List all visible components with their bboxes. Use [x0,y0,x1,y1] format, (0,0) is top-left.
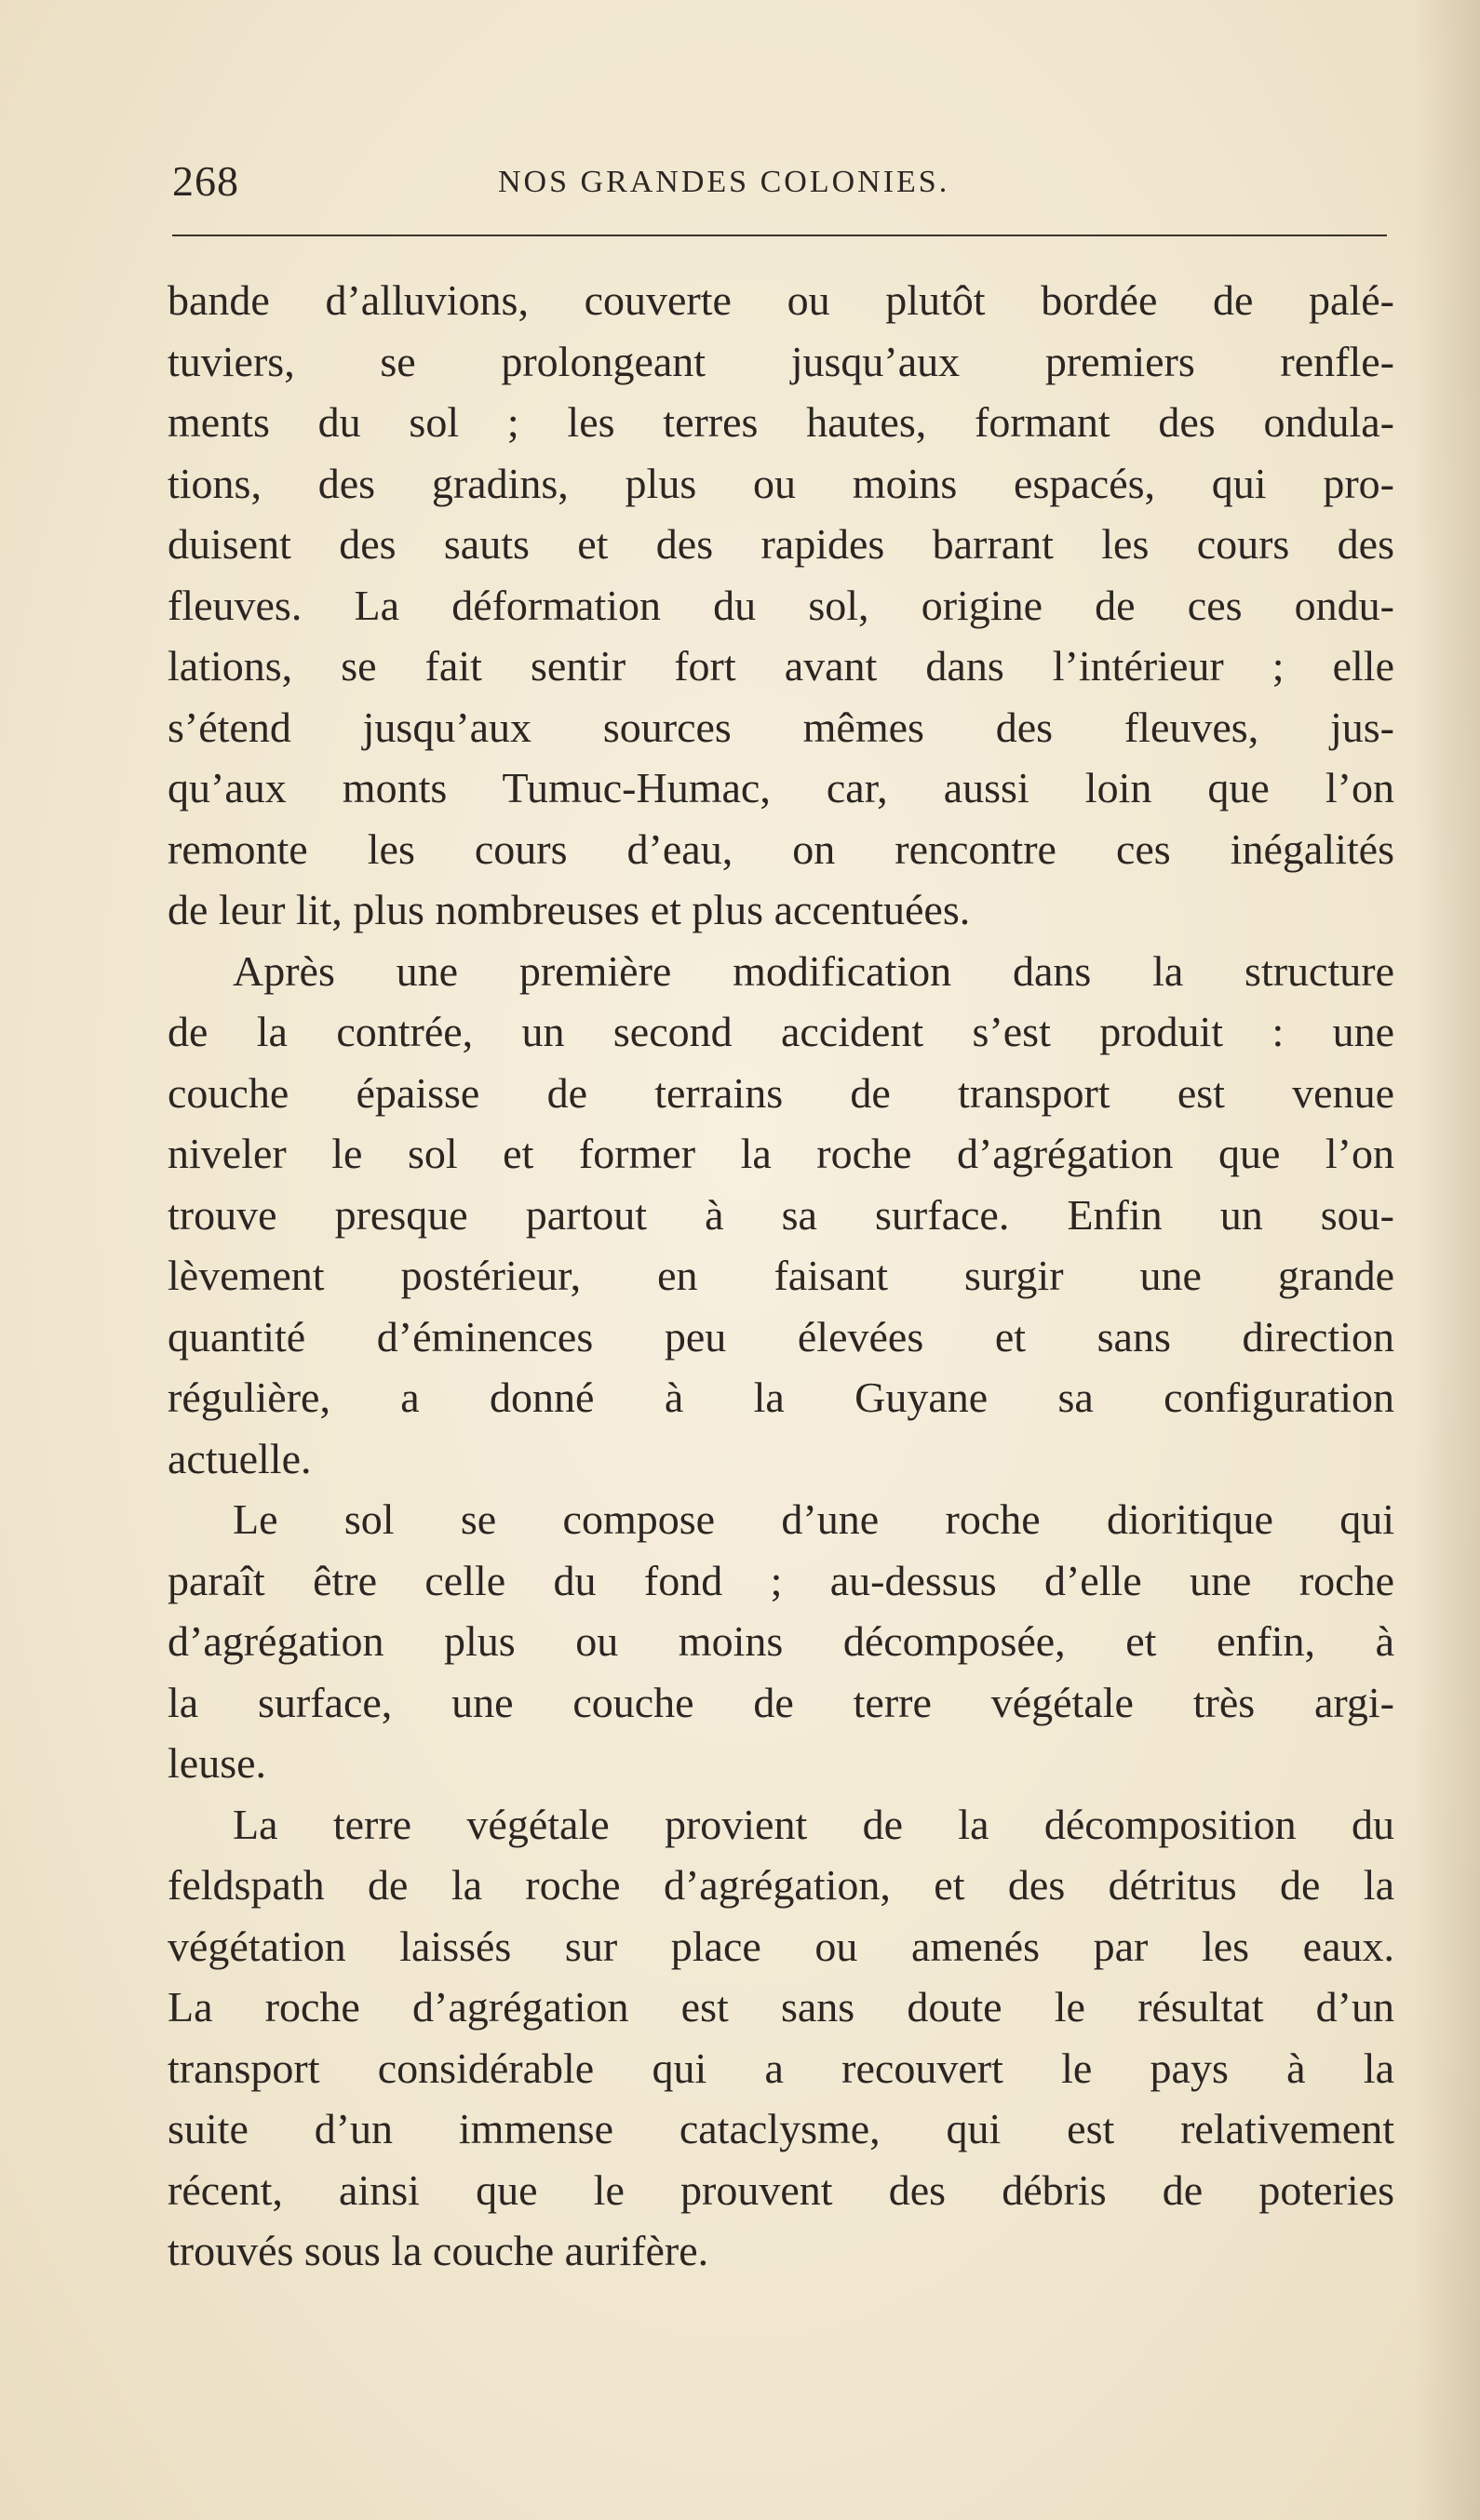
page-header [172,154,1387,219]
text-line: couche épaisse de terrains de transport est venue [168,1068,1394,1117]
text-line: La roche d’agrégation est sans doute le résultat d’un [168,1983,1394,2031]
text-line: tions, des gradins, plus ou moins espacés, qui pro- [168,459,1394,507]
text-line: végétation laissés sur place ou amenés par les eaux. [168,1922,1394,1970]
text-line: tuviers, se prolongeant jusqu’aux premiers renfle- [168,337,1394,385]
paragraph [168,1794,1394,2282]
body-text [168,270,1394,2282]
running-title: NOS GRANDES COLONIES. [498,165,950,199]
paragraph [168,941,1394,1490]
text-line: remonte les cours d’eau, on rencontre ces inégalités [168,824,1394,873]
text-line: lations, se fait sentir fort avant dans l’intérieur ; elle [168,642,1394,690]
text-line: s’étend jusqu’aux sources mêmes des fleuves, jus- [168,703,1394,751]
page-edge-shadow [1415,0,1480,2520]
text-line: niveler le sol et former la roche d’agrégation que l’on [168,1130,1394,1177]
text-line: de la contrée, un second accident s’est produit : une [168,1008,1394,1055]
text-line: régulière, a donné à la Guyane sa configuration [168,1374,1394,1421]
text-line: actuelle. [168,1434,312,1482]
text-line: fleuves. La déformation du sol, origine de ces ondu- [168,581,1394,629]
text-line: leuse. [168,1739,267,1787]
text-line: trouvés sous la couche aurifère. [168,2227,709,2274]
text-line: de leur lit, plus nombreuses et plus accentuées. [168,886,971,933]
text-line: La terre végétale provient de la décomposition du [233,1800,1394,1848]
text-line: récent, ainsi que le prouvent des débris de poteries [168,2165,1394,2214]
text-line: feldspath de la roche d’agrégation, et des détritus de la [168,1861,1394,1909]
text-line: suite d’un immense cataclysme, qui est relativement [168,2105,1394,2152]
text-line: transport considérable qui a recouvert le pays à la [168,2044,1394,2092]
text-line: quantité d’éminences peu élevées et sans direction [168,1312,1394,1361]
text-line: bande d’alluvions, couverte ou plutôt bordée de palé- [168,276,1394,324]
text-line: trouve presque partout à sa surface. Enfin un sou- [168,1190,1394,1239]
text-line: paraît être celle du fond ; au-dessus d’elle une roche [168,1556,1394,1604]
text-line: la surface, une couche de terre végétale très argi- [168,1678,1394,1726]
text-line: Après une première modification dans la structure [233,946,1394,995]
text-line: d’agrégation plus ou moins décomposée, et enfin, à [168,1617,1394,1665]
header-rule [172,235,1387,236]
text-line: duisent des sauts et des rapides barrant les cours des [168,520,1394,568]
text-line: Le sol se compose d’une roche dioritique qui [233,1495,1394,1543]
paragraph [168,1489,1394,1794]
text-line: qu’aux monts Tumuc-Humac, car, aussi loin que l’on [168,764,1394,811]
page-number: 268 [172,157,239,205]
paragraph [168,270,1394,941]
text-line: ments du sol ; les terres hautes, formant des ondula- [168,398,1394,446]
text-line: lèvement postérieur, en faisant surgir une grande [168,1252,1394,1299]
